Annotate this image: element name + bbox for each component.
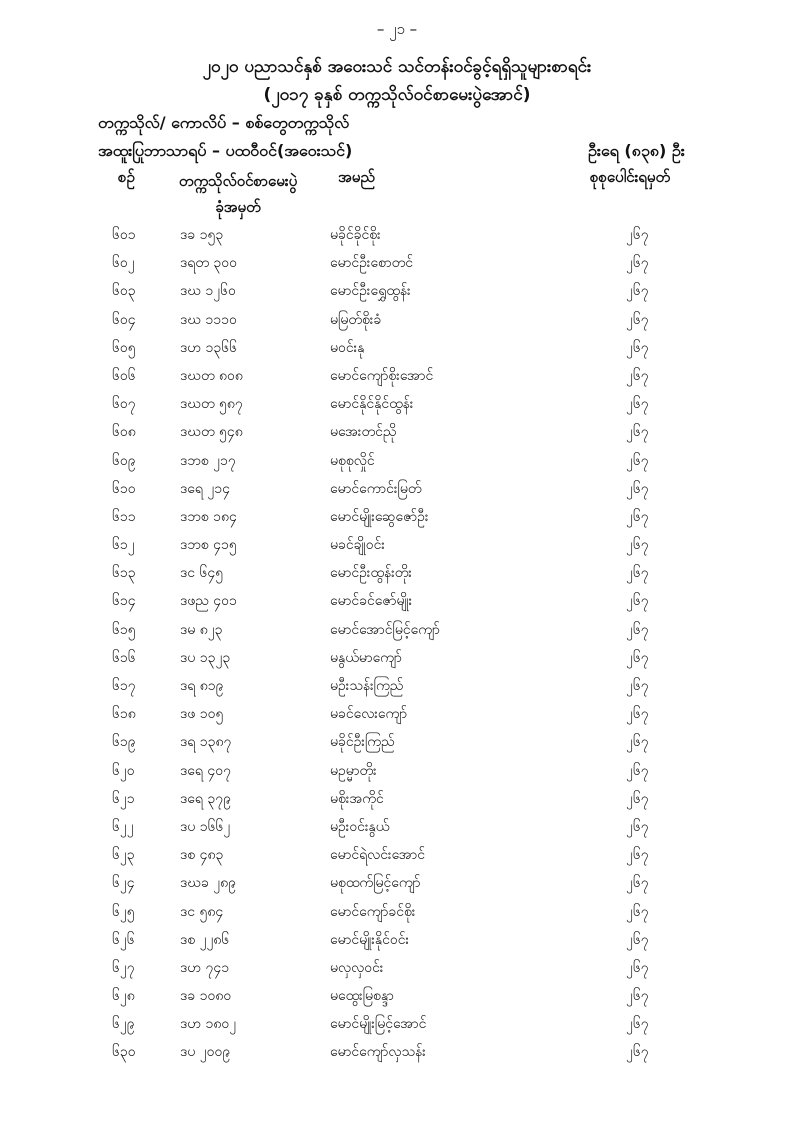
admission-count: ဦးရေ (၈၃၈) ဦး [588, 141, 685, 160]
row-serial: ၆၃၀ [112, 1044, 136, 1061]
row-student-name: မအေးတင်ညို [330, 424, 397, 441]
row-student-name: မဥမ္မာတိုး [330, 762, 377, 779]
row-student-name: မောင်ကောင်းမြတ် [330, 480, 422, 497]
row-roll-number: ဒဘစ ၂၁၇ [180, 452, 236, 469]
row-roll-number: ဒဟ ၇၄၁ [180, 959, 230, 976]
table-row [0, 504, 794, 532]
row-student-name: မောင်ကျော်ခင်စိုး [330, 903, 416, 920]
row-serial: ၆၀၂ [112, 255, 135, 272]
row-roll-number: ဒရ ၈၁၉ [180, 678, 224, 694]
row-serial: ၆၁၇ [112, 678, 136, 694]
row-roll-number: ဒဘစ ၁၈၄ [180, 508, 237, 525]
row-roll-number: ဒဃတ ၅၈၇ [180, 396, 243, 413]
row-serial: ၆၀၄ [112, 311, 136, 328]
row-total-marks: ၂၆၇ [626, 283, 649, 300]
table-row [0, 560, 794, 588]
row-roll-number: ဒပ ၁၆၆၂ [180, 818, 231, 835]
row-student-name: မောင်ရဲလင်းအောင် [330, 847, 426, 864]
row-serial: ၆၁၀ [112, 480, 136, 497]
row-serial: ၆၁၉ [112, 734, 136, 751]
row-roll-number: ဒဖည ၄၀၁ [180, 593, 237, 610]
header-roll-line1: တက္ကသိုလ်ဝင်စာမေးပွဲ [178, 172, 298, 190]
table-row [0, 842, 794, 870]
row-roll-number: ဒရတ ၃၀၀ [180, 255, 238, 272]
header-serial: စဉ် [118, 168, 135, 186]
row-serial: ၆၁၁ [112, 508, 136, 525]
table-row [0, 617, 794, 645]
row-serial: ၆၂၉ [112, 1016, 135, 1033]
row-total-marks: ၂၆၇ [626, 818, 649, 835]
row-total-marks: ၂၆၇ [626, 621, 649, 638]
row-roll-number: ဒရေ ၂၁၄ [180, 480, 231, 497]
row-roll-number: ဒရ ၁၃၈၇ [180, 734, 232, 751]
row-student-name: မခိုင်ခိုင်စိုး [330, 227, 381, 243]
row-roll-number: ဒဃ ၁၁၁၀ [180, 311, 237, 328]
row-total-marks: ၂၆၇ [626, 959, 649, 976]
row-total-marks: ၂၆၇ [626, 311, 649, 328]
document-title: ၂၀၂၀ ပညာသင်နှစ် အဝေးသင် သင်တန်းဝင်ခွင့်ရရှိသူများစာရင်း [202, 57, 592, 77]
row-student-name: မလှလှဝင်း [330, 959, 384, 976]
row-roll-number: ဒဃခ ၂၈၉ [180, 875, 237, 892]
row-total-marks: ၂၆၇ [626, 1016, 649, 1033]
row-serial: ၆၀၆ [112, 367, 136, 384]
row-total-marks: ၂၆၇ [626, 931, 649, 948]
row-total-marks: ၂၆၇ [626, 762, 649, 779]
row-student-name: မောင်နိုင်နိုင်ထွန်း [330, 396, 414, 413]
university-line: တက္ကသိုလ်/ ကောလိပ် – စစ်တွေတက္ကသိုလ် [98, 113, 350, 132]
row-total-marks: ၂၆၇ [626, 339, 649, 356]
row-serial: ၆၂၁ [112, 790, 135, 807]
row-serial: ၆၁၄ [112, 593, 136, 610]
table-row [0, 814, 794, 842]
header-roll-line2: ခုံအမှတ် [215, 198, 261, 216]
table-row [0, 758, 794, 786]
row-serial: ၆၁၃ [112, 565, 136, 582]
row-total-marks: ၂၆၇ [626, 1044, 649, 1061]
row-student-name: မစုထက်မြင့်ကျော် [330, 875, 421, 892]
table-row [0, 391, 794, 419]
row-roll-number: ဒဃတ ၈၀၈ [180, 367, 243, 384]
row-student-name: မခိုင်ဦးကြည် [330, 734, 395, 751]
row-student-name: မစုစုလှိုင် [330, 452, 375, 469]
row-serial: ၆၁၂ [112, 537, 135, 554]
row-total-marks: ၂၆၇ [626, 227, 649, 243]
row-serial: ၆၂၂ [112, 818, 134, 835]
row-total-marks: ၂၆၇ [626, 875, 649, 892]
row-roll-number: ဒရေ ၃၇၉ [180, 790, 232, 807]
table-row [0, 870, 794, 898]
row-serial: ၆၀၅ [112, 339, 136, 356]
row-total-marks: ၂၆၇ [626, 903, 649, 920]
table-row [0, 532, 794, 560]
row-student-name: မဦးသန်းကြည် [330, 678, 404, 694]
row-serial: ၆၂၀ [112, 762, 135, 779]
row-student-name: မောင်ကျော်လှသန်း [330, 1044, 426, 1061]
row-student-name: မနွယ်မာကျော် [330, 649, 402, 666]
row-student-name: မခင်လေးကျော် [330, 706, 408, 723]
row-total-marks: ၂၆၇ [626, 790, 649, 807]
row-student-name: မောင်ဦးထွန်းတိုး [330, 565, 412, 582]
table-row [0, 1039, 794, 1067]
table-row [0, 1011, 794, 1039]
table-row [0, 786, 794, 814]
table-row [0, 729, 794, 757]
row-roll-number: ဒရေ ၄၀၇ [180, 762, 232, 779]
row-serial: ၆၀၉ [112, 452, 136, 469]
row-total-marks: ၂၆၇ [626, 593, 649, 610]
row-student-name: မောင်မျိုးနိုင်ဝင်း [330, 931, 410, 948]
table-row [0, 363, 794, 391]
row-serial: ၆၂၄ [112, 875, 135, 892]
row-total-marks: ၂၆၇ [626, 988, 649, 1005]
row-roll-number: ဒခ ၁၀၈၀ [180, 988, 232, 1005]
row-total-marks: ၂၆၇ [626, 424, 649, 441]
row-student-name: မောင်အောင်မြင့်ကျော် [330, 621, 440, 638]
row-student-name: မဝင်းနု [330, 339, 365, 356]
table-row [0, 588, 794, 616]
row-roll-number: ဒပ ၂၀၀၉ [180, 1044, 231, 1061]
table-row [0, 983, 794, 1011]
header-roll-number [158, 168, 318, 220]
row-total-marks: ၂၆၇ [626, 565, 649, 582]
table-row [0, 955, 794, 983]
row-serial: ၆၀၇ [112, 396, 136, 413]
table-row [0, 250, 794, 278]
row-roll-number: ဒဃတ ၅၄၈ [180, 424, 243, 441]
row-serial: ၆၂၆ [112, 931, 135, 948]
row-total-marks: ၂၆၇ [626, 480, 649, 497]
table-row [0, 278, 794, 306]
row-roll-number: ဒဃ ၁၂၆၀ [180, 283, 236, 300]
row-total-marks: ၂၆၇ [626, 255, 649, 272]
row-serial: ၆၀၁ [112, 227, 136, 243]
row-roll-number: ဒဖ ၁၀၅ [180, 706, 224, 723]
row-student-name: မောင်ကျော်စိုးအောင် [330, 367, 434, 384]
major-line: အထူးပြုဘာသာရပ် – ပထဝီဝင်(အဝေးသင်) [98, 141, 353, 160]
row-serial: ၆၀၃ [112, 283, 136, 300]
row-student-name: မောင်ခင်ဇော်မျိုး [330, 593, 413, 610]
row-roll-number: ဒဘစ ၄၁၅ [180, 537, 237, 554]
row-serial: ၆၂၃ [112, 847, 135, 864]
row-total-marks: ၂၆၇ [626, 678, 649, 694]
document-subtitle: (၂၀၁၇ ခုနှစ် တက္ကသိုလ်ဝင်စာမေးပွဲအောင်) [263, 85, 531, 105]
row-serial: ၆၂၇ [112, 959, 135, 976]
row-serial: ၆၂၅ [112, 903, 135, 920]
table-row [0, 927, 794, 955]
row-serial: ၆၁၆ [112, 649, 136, 666]
row-roll-number: ဒင ၆၄၅ [180, 565, 224, 582]
table-row [0, 419, 794, 447]
row-roll-number: ဒစ ၂၂၈၆ [180, 931, 230, 948]
row-total-marks: ၂၆၇ [626, 649, 649, 666]
row-student-name: မစိုးအကိုင် [330, 790, 384, 807]
row-roll-number: ဒစ ၄၈၃ [180, 847, 224, 864]
row-serial: ၆၀၈ [112, 424, 136, 441]
row-student-name: မောင်ဦးစောတင် [330, 255, 414, 272]
row-student-name: မောင်မျိုးမြင့်အောင် [330, 1016, 427, 1033]
table-row [0, 335, 794, 363]
table-row [0, 476, 794, 504]
row-total-marks: ၂၆၇ [626, 396, 649, 413]
row-roll-number: ဒင ၅၈၄ [180, 903, 224, 920]
table-row [0, 307, 794, 335]
row-total-marks: ၂၆၇ [626, 367, 649, 384]
row-student-name: မခင်ချိုဝင်း [330, 537, 385, 554]
row-total-marks: ၂၆၇ [626, 452, 649, 469]
row-serial: ၆၁၅ [112, 621, 136, 638]
row-serial: ၆၁၈ [112, 706, 136, 723]
header-marks: စုစုပေါင်းရမှတ် [590, 168, 671, 186]
row-roll-number: ဒဟ ၁၃၆၆ [180, 339, 237, 356]
row-roll-number: ဒခ ၁၅၃ [180, 227, 224, 243]
table-row [0, 222, 794, 250]
row-student-name: မထွေးမြစန္ဒာ [330, 988, 394, 1005]
table-row [0, 448, 794, 476]
row-total-marks: ၂၆၇ [626, 734, 649, 751]
row-serial: ၆၂၈ [112, 988, 135, 1005]
table-row [0, 673, 794, 701]
student-list [0, 222, 794, 1068]
row-student-name: မောင်မျိုးဆွေဇော်ဦး [330, 508, 429, 525]
row-student-name: မောင်ဦးရွှေထွန်း [330, 283, 411, 300]
row-total-marks: ၂၆၇ [626, 847, 649, 864]
header-name: အမည် [338, 168, 375, 186]
row-student-name: မမြတ်စိုးခံ [330, 311, 382, 328]
row-roll-number: ဒမ ၈၂၃ [180, 621, 223, 638]
row-roll-number: ဒဟ ၁၈၀၂ [180, 1016, 237, 1033]
table-row [0, 899, 794, 927]
page-number: – ၂၁ – [376, 20, 418, 38]
row-roll-number: ဒပ ၁၃၂၃ [180, 649, 231, 666]
table-row [0, 645, 794, 673]
row-student-name: မဦးဝင်းနွယ် [330, 818, 390, 835]
row-total-marks: ၂၆၇ [626, 537, 649, 554]
row-total-marks: ၂၆၇ [626, 508, 649, 525]
row-total-marks: ၂၆၇ [626, 706, 649, 723]
table-row [0, 701, 794, 729]
